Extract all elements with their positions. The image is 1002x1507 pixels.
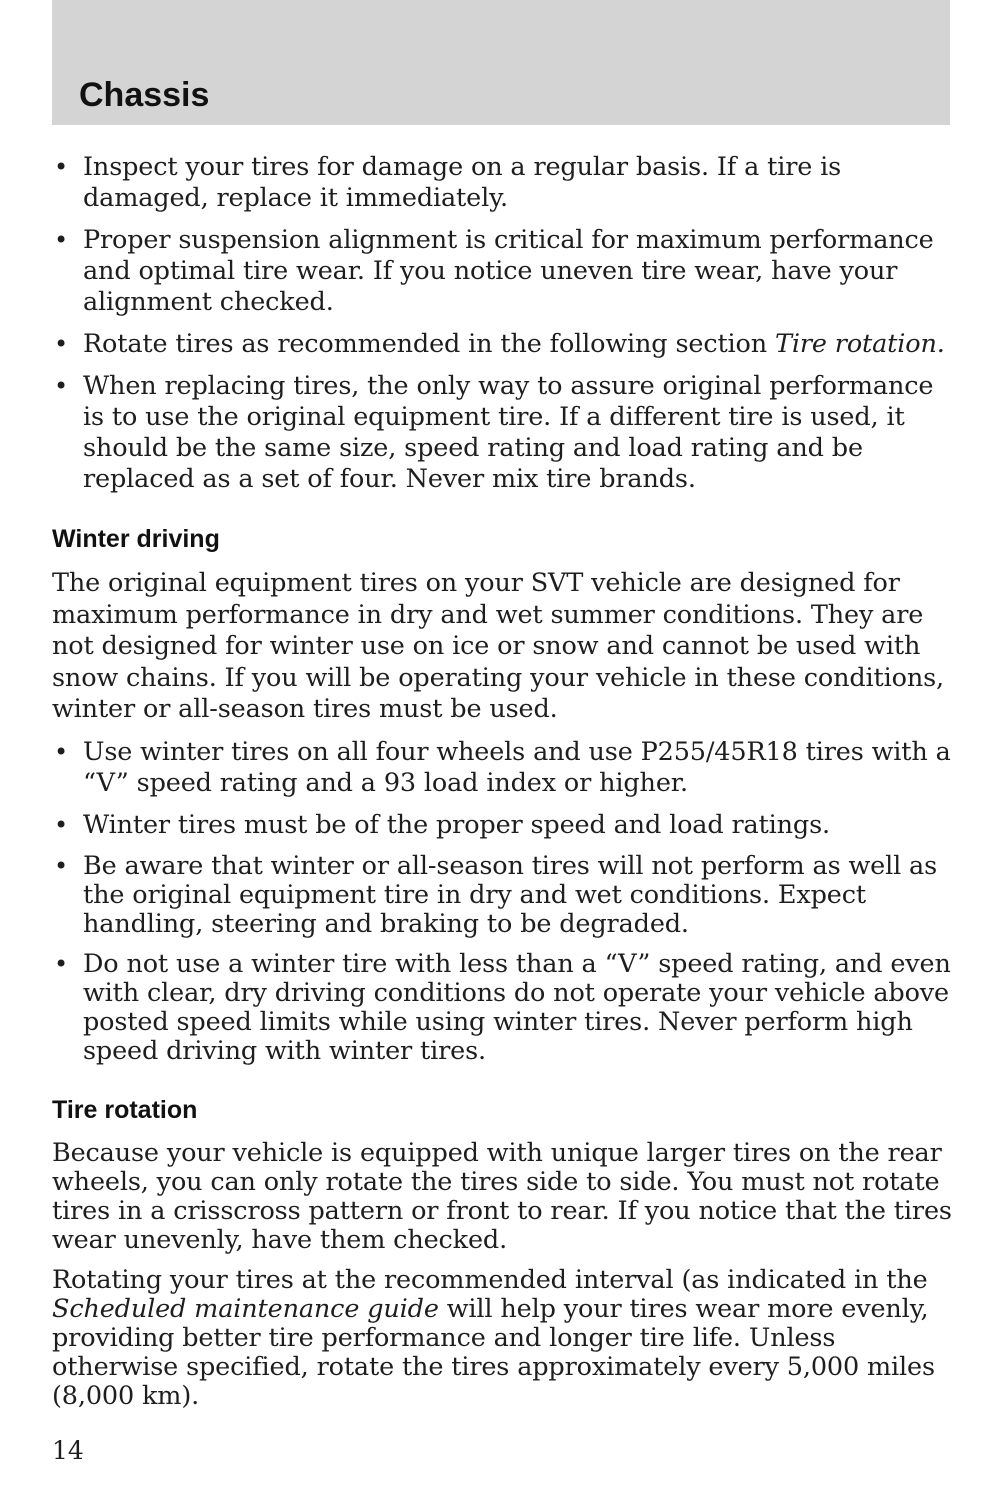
chapter-title: Chassis: [79, 76, 210, 114]
winter-paragraph: The original equipment tires on your SVT vehicle are designed for maximum performance in dry and wet summer conditions. They are not designed for winter use on ice or snow and cannot be used with snow chains. If you will be operating your vehicle in these conditions, winter or all-season tires must be used.: [52, 568, 944, 724]
list-item: • Be aware that winter or all-season tires will not perform as well as the original equipment tire in dry and wet conditions. Expect handling, steering and braking to be degraded.: [52, 852, 952, 939]
page-number: 14: [52, 1436, 84, 1465]
chapter-header-band: [52, 0, 950, 125]
list-item: • Inspect your tires for damage on a regular basis. If a tire is damaged, replace it immediately.: [52, 152, 952, 214]
list-item: • Proper suspension alignment is critical for maximum performance and optimal tire wear. If you notice uneven tire wear, have your alignment checked.: [52, 225, 952, 318]
list-item: • Winter tires must be of the proper speed and load ratings.: [52, 810, 952, 841]
list-item: • Use winter tires on all four wheels and use P255/45R18 tires with a “V” speed rating and a 93 load index or higher.: [52, 737, 952, 799]
intro-bullet-list: [52, 152, 952, 495]
section-heading-tire-rotation: Tire rotation: [52, 1095, 198, 1124]
guide-reference: Scheduled maintenance guide: [52, 1293, 439, 1324]
rotation-paragraph-1: Because your vehicle is equipped with unique larger tires on the rear wheels, you can only rotate the tires side to side. You must not rotate tires in a crisscross pattern or front to rear. If you notice that the tires wear unevenly, have them checked.: [52, 1137, 952, 1255]
section-heading-winter-driving: Winter driving: [52, 525, 220, 553]
section-reference: Tire rotation.: [774, 329, 945, 359]
list-item-text: Rotate tires as recommended in the following section: [83, 329, 775, 359]
winter-bullet-list: [52, 737, 952, 1066]
page-content: [52, 152, 952, 1422]
list-item: [52, 329, 952, 360]
paragraph-text: will help your tires wear more evenly, providing better tire performance and longer tire life. Unless otherwise specified, rotate the tires approximately every 5,000 miles (8,000 km).: [52, 1293, 935, 1411]
list-item: • Do not use a winter tire with less than a “V” speed rating, and even with clear, dry driving conditions do not operate your vehicle above posted speed limits while using winter tires. Never perform high speed driving with winter tires.: [52, 950, 952, 1066]
list-item: • When replacing tires, the only way to assure original performance is to use the original equipment tire. If a different tire is used, it should be the same size, speed rating and load rating and be replaced as a set of four. Never mix tire brands.: [52, 371, 952, 495]
paragraph-text: Rotating your tires at the recommended interval (as indicated in the: [52, 1264, 928, 1295]
rotation-paragraph-2: [52, 1266, 952, 1411]
